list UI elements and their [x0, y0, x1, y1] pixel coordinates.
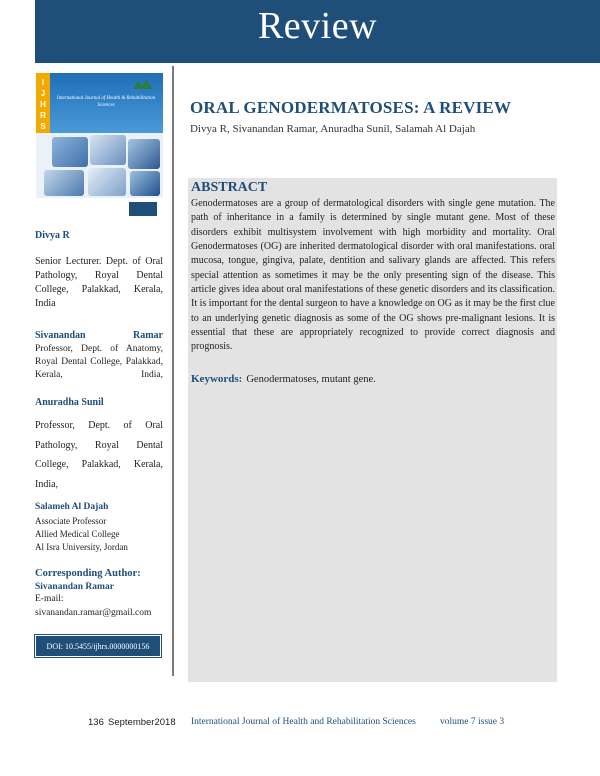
keywords-label: Keywords: [191, 373, 243, 385]
publisher-badge [129, 202, 157, 216]
abstract-heading: ABSTRACT [191, 180, 268, 195]
email-label: E-mail: [35, 594, 64, 604]
author-affiliation-2: Professor, Dept. of Anatomy, Royal Dental College, Palakkad, Kerala, India, [35, 344, 163, 380]
author-name-4: Salameh Al Dajah [35, 502, 109, 512]
affiliation-line: Allied Medical College [35, 529, 120, 539]
affiliation-line: Associate Professor [35, 516, 107, 526]
abstract-text: Genodermatoses are a group of dermatological disorders with single gene mutation. The path of inheritance in a family is determined by single mutant gene. Most of these disorders exhibit multisystem involvement with high morbidity and mortality. Oral Genodermatoses (OG) are inherited dermatological disorder with oral manifestations. oral mucosa, tongue, gingiva, palate, dentition and salivary glands are affected. This refers special attention as sometimes it may be the only presenting sign of the disease. This article gives idea about oral manifestations of these genetic disorders and its classification. It is important for the dental surgeon to have a knowledge on OG as it may be the first clue to an underlying genetic diagnosis as some of the OG shows pre-malignant lesions. It is essential that these are appropriately recognized to provide correct diagnosis and prognosis. [191, 198, 555, 353]
cover-photo-2 [90, 135, 126, 165]
journal-cover-image [36, 73, 163, 220]
author-affiliation-4 [35, 515, 163, 554]
corresponding-author-label: Corresponding Author: [35, 568, 141, 579]
cover-photo-6 [130, 171, 160, 196]
volume-issue: volume 7 issue 3 [440, 717, 505, 727]
corresponding-author-name: Sivanandan Ramar [35, 582, 114, 592]
doi-badge[interactable]: DOI: 10.5455/ijhrs.0000000156 [35, 635, 161, 657]
cover-photo-4 [44, 170, 84, 196]
cover-logo-icon [132, 77, 154, 91]
abstract-panel [188, 178, 557, 682]
author-affiliation-1: Senior Lecturer. Dept. of Oral Pathology, Royal Dental College, Palakkad, Kerala, India [35, 256, 163, 309]
journal-name: International Journal of Health and Rehabilitation Sciences [191, 717, 416, 727]
article-authors: Divya R, Sivanandan Ramar, Anuradha Sunil, Salamah Al Dajah [190, 123, 476, 135]
page-number: 136 [88, 717, 104, 728]
author-name-3: Anuradha Sunil [35, 397, 104, 408]
email-link[interactable]: sivanandan.ramar@gmail.com [35, 608, 152, 618]
keywords-text: Genodermatoses, mutant gene. [246, 374, 376, 385]
cover-photo-3 [128, 139, 160, 169]
affiliation-line: Al Isra University, Jordan [35, 542, 128, 552]
author-affiliation-3: Professor, Dept. of Oral Pathology, Royal Dental College, Palakkad, Kerala, India, [35, 420, 163, 490]
keywords-line [191, 373, 376, 385]
author-name-1: Divya R [35, 230, 70, 241]
author-name-2: Sivanandan Ramar [35, 330, 163, 341]
cover-photo-1 [52, 137, 88, 167]
article-title: ORAL GENODERMATOSES: A REVIEW [190, 98, 512, 117]
author-sidebar [35, 226, 163, 620]
cover-acronym: I J H R S [40, 78, 46, 131]
cover-journal-name: International Journal of Health & Rehabilitation Sciences [56, 96, 156, 108]
header-banner [35, 0, 600, 63]
issue-date: September2018 [108, 717, 176, 728]
column-divider [172, 66, 174, 676]
cover-photo-5 [88, 168, 126, 196]
section-title: Review [257, 5, 378, 47]
